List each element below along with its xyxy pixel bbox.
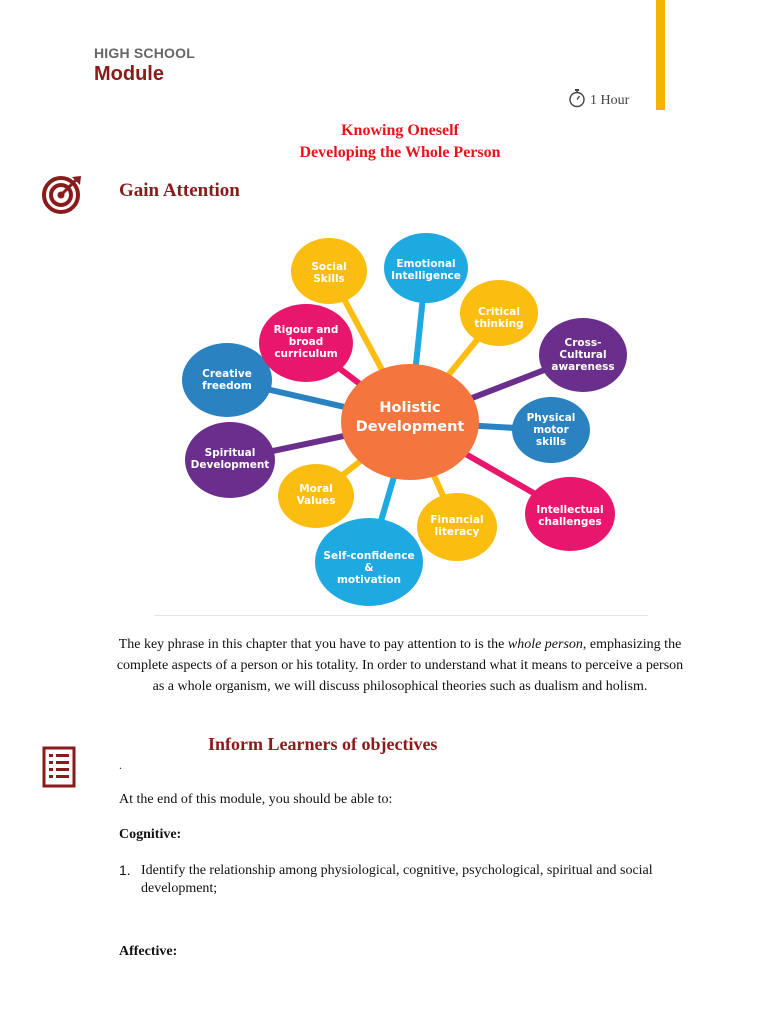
stopwatch-icon — [568, 88, 586, 113]
gain-attention-heading: Gain Attention — [119, 180, 240, 201]
svg-text:challenges: challenges — [538, 516, 602, 528]
svg-text:Rigour and: Rigour and — [273, 324, 339, 336]
svg-text:skills: skills — [535, 436, 567, 448]
node-physical-motor-skills — [512, 397, 590, 463]
svg-text:Moral: Moral — [299, 483, 333, 495]
svg-text:motor: motor — [533, 424, 569, 436]
checklist-icon — [42, 746, 76, 793]
stray-dot: . — [119, 758, 122, 772]
intro-emphasis: whole person — [507, 637, 583, 652]
svg-text:freedom: freedom — [202, 380, 252, 392]
svg-text:Cross-: Cross- — [564, 337, 602, 349]
svg-text:Values: Values — [296, 495, 336, 507]
svg-text:Creative: Creative — [202, 368, 252, 380]
objectives-lead: At the end of this module, you should be able to: — [119, 792, 393, 807]
module-subtitle: Developing the Whole Person — [299, 144, 501, 161]
svg-text:thinking: thinking — [474, 318, 524, 330]
objective-text: Identify the relationship among physiological, cognitive, psychological, spiritual and social development; — [141, 863, 653, 896]
svg-text:curriculum: curriculum — [274, 348, 338, 360]
duration-text: 1 Hour — [590, 92, 630, 108]
section-divider — [154, 615, 648, 616]
module-label: Module — [94, 63, 164, 85]
svg-text:Financial: Financial — [430, 514, 484, 526]
svg-text:Holistic: Holistic — [379, 400, 441, 416]
node-moral-values — [278, 464, 354, 528]
svg-text:literacy: literacy — [434, 526, 480, 538]
svg-text:motivation: motivation — [336, 574, 402, 586]
svg-text:Social: Social — [311, 261, 347, 273]
module-title: Knowing Oneself — [341, 122, 459, 139]
node-spiritual-development — [185, 422, 275, 498]
svg-text:Development: Development — [190, 459, 270, 471]
intro-paragraph — [110, 634, 690, 697]
objectives-heading: Inform Learners of objectives — [208, 734, 438, 754]
svg-text:Development: Development — [355, 419, 465, 435]
svg-text:Emotional: Emotional — [396, 258, 456, 270]
svg-text:Self-confidence: Self-confidence — [323, 550, 415, 562]
svg-text:awareness: awareness — [551, 361, 615, 373]
node-emotional-intelligence — [384, 233, 468, 303]
intro-text-end: , emphasizing the complete aspects of a person or his totality. In order to understand what it means to perceive a person as a whole organism, we will discuss philosophical theories such as dualism and holism. — [116, 637, 684, 694]
node-cross-cultural-awareness — [539, 318, 627, 392]
svg-text:&: & — [364, 562, 374, 574]
node-social-skills — [291, 238, 367, 304]
svg-text:Critical: Critical — [477, 306, 521, 318]
center-node-holistic-development — [341, 364, 479, 480]
holistic-development-diagram — [150, 228, 650, 618]
svg-text:Intellectual: Intellectual — [536, 504, 604, 516]
node-critical-thinking — [460, 280, 538, 346]
intro-text-start: The key phrase in this chapter that you have to pay attention to is the — [118, 637, 508, 652]
node-creative-freedom — [182, 343, 272, 417]
cognitive-label: Cognitive: — [119, 827, 182, 842]
objective-number: 1. — [119, 862, 131, 878]
svg-text:Physical: Physical — [526, 412, 576, 424]
node-rigour-broad-curriculum — [259, 304, 353, 382]
node-intellectual-challenges — [525, 477, 615, 551]
school-level-label: HIGH SCHOOL — [94, 45, 195, 61]
svg-text:Intelligence: Intelligence — [391, 270, 461, 282]
accent-bar — [656, 0, 665, 110]
duration-indicator — [568, 88, 629, 113]
target-icon — [42, 173, 84, 220]
svg-text:Skills: Skills — [313, 273, 345, 285]
svg-text:broad: broad — [288, 336, 324, 348]
node-financial-literacy — [417, 493, 497, 561]
svg-text:Cultural: Cultural — [559, 349, 607, 361]
affective-label: Affective: — [119, 944, 178, 959]
svg-text:Spiritual: Spiritual — [204, 447, 256, 459]
node-self-confidence-motivation — [315, 518, 423, 606]
